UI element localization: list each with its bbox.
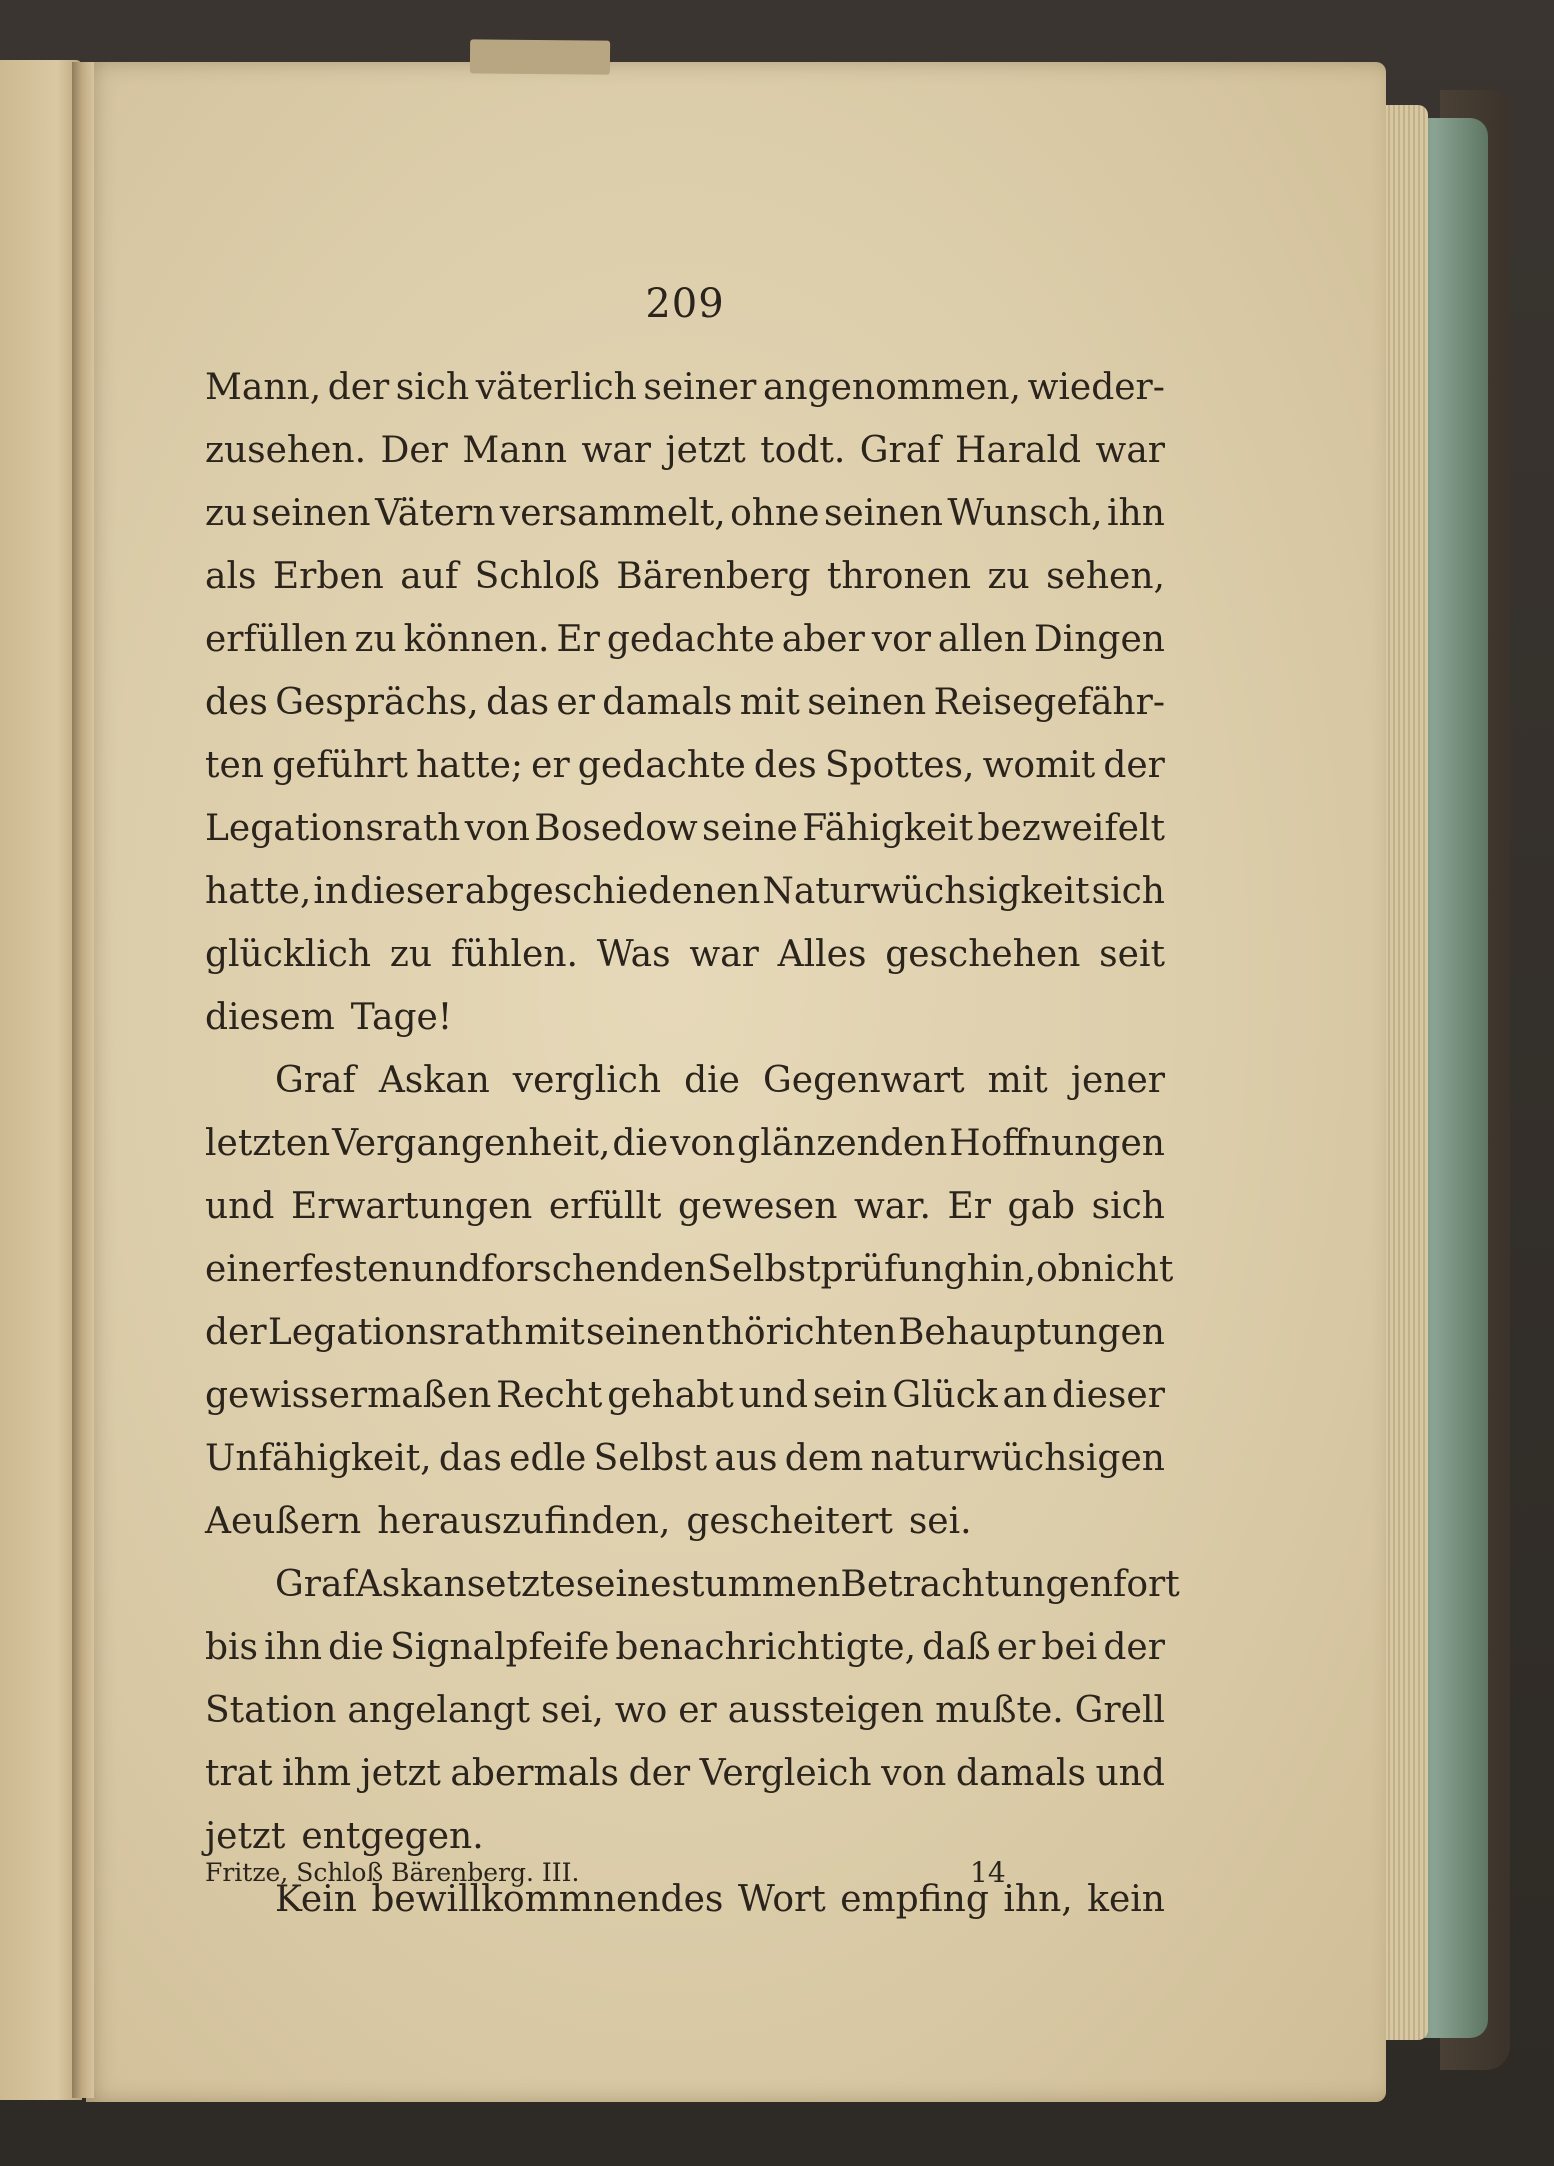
word: dieser (1052, 1375, 1165, 1416)
page-number: 209 (645, 281, 725, 327)
word: hin, (966, 1249, 1037, 1290)
word: sei. (908, 1501, 972, 1542)
word: abermals (450, 1753, 620, 1794)
word: seine (702, 808, 798, 849)
word: womit (982, 745, 1096, 786)
word: gab (1007, 1186, 1076, 1227)
word: Gesprächs, (275, 682, 479, 723)
text-line (205, 419, 1165, 482)
word: gedachte (577, 745, 746, 786)
word: diesem (205, 997, 335, 1038)
word: Bosedow (534, 808, 698, 849)
word: allen (937, 619, 1027, 660)
sheet-number: 14 (970, 1856, 1006, 1889)
word: seine (575, 1564, 672, 1605)
text-line (205, 1553, 1180, 1616)
word: und (1095, 1753, 1165, 1794)
text-line (205, 608, 1165, 671)
word: jetzt (360, 1753, 441, 1794)
word: angenommen, (762, 367, 1022, 408)
word: ihn (264, 1627, 323, 1668)
word: naturwüchsigen (870, 1438, 1165, 1479)
printer-signature: Fritze, Schloß Bärenberg. III. (205, 1858, 580, 1887)
word: verglich (512, 1060, 662, 1101)
word: von (464, 808, 530, 849)
word: in (313, 871, 349, 912)
word: Vätern (375, 493, 496, 534)
word: todt. (760, 430, 846, 471)
word: war (1095, 430, 1165, 471)
word: seinen (823, 493, 943, 534)
word: Glück (892, 1375, 998, 1416)
word: zu (205, 493, 248, 534)
word: ihm (282, 1753, 351, 1794)
word: dieser (349, 871, 463, 912)
word: der (628, 1753, 691, 1794)
word: Wunsch, (947, 493, 1103, 534)
word: von (881, 1753, 947, 1794)
word: Er (556, 619, 600, 660)
word: sich (395, 367, 470, 408)
word: der (1103, 745, 1165, 786)
word: gewesen (677, 1186, 838, 1227)
word: er (531, 745, 570, 786)
word: Alles (777, 934, 867, 975)
word: Wort (737, 1879, 826, 1920)
word: gehabt (607, 1375, 734, 1416)
word: jener (1070, 1060, 1165, 1101)
word: war (689, 934, 759, 975)
word: die (684, 1060, 740, 1101)
word: mußte. (935, 1690, 1064, 1731)
word: Recht (496, 1375, 603, 1416)
word: aber (781, 619, 865, 660)
word: herauszufinden, (377, 1501, 671, 1542)
word: ten (205, 745, 264, 786)
word: Selbst (593, 1438, 708, 1479)
word: edle (509, 1438, 587, 1479)
word: zu (987, 556, 1030, 597)
word: Graf (859, 430, 941, 471)
word: und (205, 1186, 275, 1227)
word: gewissermaßen (205, 1375, 492, 1416)
word: ohne (730, 493, 820, 534)
word: Bärenberg (616, 556, 811, 597)
text-line (205, 797, 1165, 860)
text-line (205, 1742, 1165, 1805)
word: mit (987, 1060, 1048, 1101)
text-line (205, 1427, 1165, 1490)
word: Askan (355, 1564, 467, 1605)
word: das (438, 1438, 502, 1479)
word: Naturwüchsigkeit (762, 871, 1090, 912)
text-line (205, 356, 1165, 419)
text-line (205, 545, 1165, 608)
word: des (753, 745, 817, 786)
word: Betrachtungen (840, 1564, 1113, 1605)
word: stummen (671, 1564, 841, 1605)
word: thronen (826, 556, 972, 597)
word: daß (922, 1627, 991, 1668)
text-line (205, 671, 1165, 734)
text-line (205, 860, 1165, 923)
word: erfüllt (548, 1186, 662, 1227)
word: Legationsrath (267, 1312, 524, 1353)
word: Spottes, (824, 745, 975, 786)
word: kein (1087, 1879, 1165, 1920)
word: auf (400, 556, 459, 597)
word: Er (947, 1186, 991, 1227)
word: seiner (643, 367, 757, 408)
word: Station (205, 1690, 337, 1731)
word: er (556, 682, 595, 723)
word: Gegenwart (763, 1060, 965, 1101)
word: sei, (541, 1690, 604, 1731)
word: vor (871, 619, 931, 660)
word: letzten (205, 1123, 331, 1164)
word: entgegen. (301, 1816, 484, 1857)
word: war (581, 430, 651, 471)
word: väterlich (475, 367, 637, 408)
word: thörichten (706, 1312, 897, 1353)
word: hatte; (415, 745, 523, 786)
word: der (205, 1312, 267, 1353)
text-line (205, 923, 1165, 986)
word: fort (1113, 1564, 1180, 1605)
word: zusehen. (205, 430, 367, 471)
word: Grell (1074, 1690, 1165, 1731)
word: das (486, 682, 550, 723)
word: sein (812, 1375, 888, 1416)
word: fühlen. (450, 934, 578, 975)
word: seinen (807, 682, 927, 723)
word: wieder- (1027, 367, 1165, 408)
word: Behauptungen (897, 1312, 1165, 1353)
word: hatte, (205, 871, 312, 912)
word: die (328, 1627, 384, 1668)
text-line (205, 482, 1165, 545)
word: Selbstprüfung (707, 1249, 967, 1290)
word: Mann (462, 430, 568, 471)
word: jetzt (665, 430, 746, 471)
page-stack-edges (1380, 105, 1428, 2040)
text-line (205, 1301, 1165, 1364)
word: gedachte (606, 619, 775, 660)
book-gutter (72, 62, 94, 2098)
word: gescheitert (686, 1501, 893, 1542)
word: festen (299, 1249, 412, 1290)
word: zu (389, 934, 433, 975)
text-line (205, 1175, 1165, 1238)
word: die (612, 1123, 669, 1164)
word: als (205, 556, 257, 597)
word: Fähigkeit (802, 808, 974, 849)
word: dem (784, 1438, 864, 1479)
word: sehen, (1046, 556, 1165, 597)
word: versammelt, (499, 493, 726, 534)
word: mit (524, 1312, 585, 1353)
word: Der (380, 430, 448, 471)
word: an (1002, 1375, 1048, 1416)
word: Graf (275, 1564, 356, 1605)
word: Aeußern (205, 1501, 362, 1542)
text-line (205, 1679, 1165, 1742)
word: nicht (1080, 1249, 1174, 1290)
word: Vergleich (699, 1753, 872, 1794)
word: benachrichtigte, (615, 1627, 917, 1668)
word: Legationsrath (205, 808, 461, 849)
word: er (996, 1627, 1036, 1668)
word: Harald (954, 430, 1082, 471)
word: ihn, (1003, 1879, 1073, 1920)
word: Dingen (1033, 619, 1165, 660)
word: geschehen (885, 934, 1081, 975)
text-line (205, 1049, 1165, 1112)
word: jetzt (205, 1816, 286, 1857)
text-line (205, 986, 1165, 1049)
text-line (205, 734, 1165, 797)
word: bei (1041, 1627, 1098, 1668)
word: sich (1091, 871, 1165, 912)
text-line (205, 1616, 1165, 1679)
word: forschenden (481, 1249, 708, 1290)
word: ihn (1107, 493, 1165, 534)
word: und (738, 1375, 809, 1416)
word: des (205, 682, 268, 723)
word: empfing (840, 1879, 989, 1920)
word: Tage! (350, 997, 453, 1038)
word: von (670, 1123, 736, 1164)
word: der (1103, 1627, 1165, 1668)
word: trat (205, 1753, 273, 1794)
word: und (411, 1249, 482, 1290)
word: glänzenden (737, 1123, 948, 1164)
word: seinen (251, 493, 371, 534)
body-text (205, 356, 1180, 1931)
word: zu (354, 619, 397, 660)
word: Was (596, 934, 671, 975)
word: seit (1099, 934, 1165, 975)
text-line (205, 1364, 1165, 1427)
torn-paper-strip (470, 39, 610, 74)
word: Mann, (205, 367, 322, 408)
word: er (678, 1690, 717, 1731)
text-line (205, 1112, 1165, 1175)
word: einer (205, 1249, 300, 1290)
word: wo (614, 1690, 668, 1731)
word: bewillkommnendes (371, 1879, 724, 1920)
word: setzte (466, 1564, 576, 1605)
word: damals (602, 682, 733, 723)
word: glücklich (205, 934, 372, 975)
word: Unfähigkeit, (205, 1438, 432, 1479)
word: Askan (378, 1060, 490, 1101)
word: aussteigen (727, 1690, 925, 1731)
word: angelangt (347, 1690, 531, 1731)
word: Graf (275, 1060, 356, 1101)
previous-page-edge (0, 60, 82, 2100)
word: damals (955, 1753, 1086, 1794)
word: Reisegefähr- (933, 682, 1165, 723)
word: Erben (272, 556, 384, 597)
word: der (327, 367, 390, 408)
word: sich (1091, 1186, 1165, 1227)
word: Vergangenheit, (332, 1123, 611, 1164)
text-line (205, 1490, 1165, 1553)
word: mit (739, 682, 800, 723)
word: seinen (585, 1312, 705, 1353)
word: abgeschiedenen (464, 871, 761, 912)
word: können. (403, 619, 550, 660)
word: Kein (275, 1879, 357, 1920)
word: war. (853, 1186, 931, 1227)
word: Hoffnungen (949, 1123, 1165, 1164)
word: erfüllen (205, 619, 348, 660)
word: bezweifelt (977, 808, 1165, 849)
word: Signalpfeife (390, 1627, 610, 1668)
text-line (205, 1238, 1174, 1301)
word: Schloß (474, 556, 600, 597)
word: geführt (272, 745, 408, 786)
word: aus (714, 1438, 778, 1479)
word: Erwartungen (290, 1186, 533, 1227)
word: ob (1036, 1249, 1081, 1290)
word: bis (205, 1627, 259, 1668)
